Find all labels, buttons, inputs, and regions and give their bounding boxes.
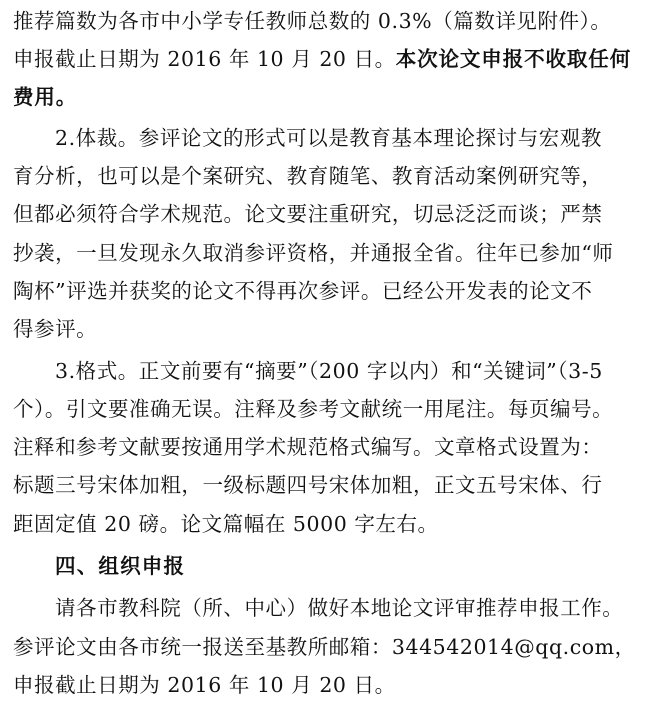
section4-heading: 四、组织申报: [55, 554, 186, 578]
section4-email-line: 参评论文由各市统一报送至基教所邮箱：344542014@qq.com，: [13, 635, 636, 659]
deadline-text: 申报截止日期为 2016 年 10 月 20 日。: [13, 47, 396, 71]
section4-line1: 请各市教科院（所、中心）做好本地论文评审推荐申报工作。: [55, 596, 624, 620]
item3-format-line5: 距固定值 20 磅。论文篇幅在 5000 字左右。: [13, 512, 439, 536]
item3-format-line4: 标题三号宋体加粗，一级标题四号宋体加粗，正文五号宋体、行: [13, 473, 603, 497]
item2-genre-line4: 抄袭，一旦发现永久取消参评资格，并通报全省。往年已参加“师: [13, 241, 614, 265]
item3-format-line2: 个）。引文要准确无误。注释及参考文献统一用尾注。每页编号。: [13, 397, 614, 421]
submission-count-line: 推荐篇数为各市中小学专任教师总数的 0.3%（篇数详见附件）。: [13, 9, 612, 33]
deadline-line: [13, 41, 659, 77]
item2-genre-line6: 得参评。: [13, 317, 98, 341]
item2-genre-line5: 陶杯”评选并获奖的论文不得再次参评。已经公开发表的论文不: [13, 279, 593, 303]
section4-deadline-line: 申报截止日期为 2016 年 10 月 20 日。: [13, 673, 396, 697]
item2-genre-line3: 但都必须符合学术规范。论文要注重研究，切忌泛泛而谈；严禁: [13, 202, 603, 226]
item3-format-line3: 注释和参考文献要按通用学术规范格式编写。文章格式设置为：: [13, 435, 603, 459]
item2-genre-line2: 育分析，也可以是个案研究、教育随笔、教育活动案例研究等，: [13, 164, 603, 188]
item2-genre-line1: 2.体裁。参评论文的形式可以是教育基本理论探讨与宏观教: [55, 126, 602, 150]
no-fee-notice-bold-end: 费用。: [13, 85, 78, 109]
item3-format-line1: 3.格式。正文前要有“摘要”（200 字以内）和“关键词”（3-5: [55, 359, 603, 383]
no-fee-notice-bold: 本次论文申报不收取任何: [395, 47, 632, 71]
